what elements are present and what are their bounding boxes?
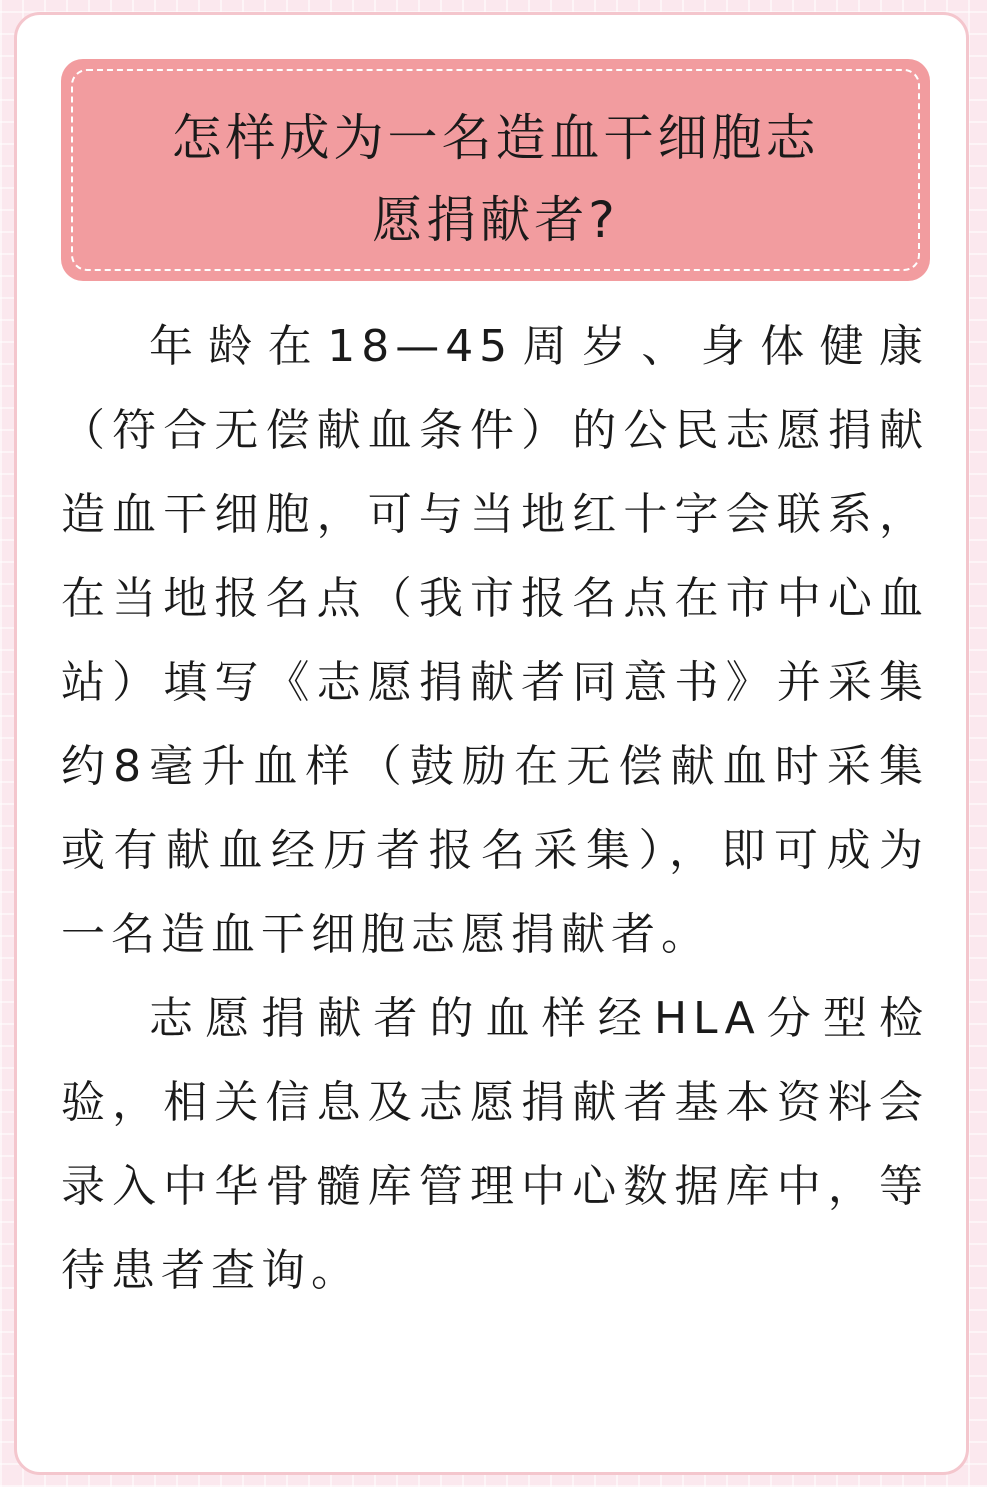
title-line-2: 愿捐献者? [372, 191, 619, 249]
page-title [61, 97, 930, 261]
title-banner [61, 59, 930, 281]
paragraph-1: 年龄在18—45周岁、身体健康（符合无偿献血条件）的公民志愿捐献造血干细胞，可与当地红十字会联系，在当地报名点（我市报名点在市中心血站）填写《志愿捐献者同意书》并采集约8毫升血样（鼓励在无偿献血时采集或有献血经历者报名采集），即可成为一名造血干细胞志愿捐献者。 [61, 321, 929, 960]
paragraph-2: 志愿捐献者的血样经HLA分型检验，相关信息及志愿捐献者基本资料会录入中华骨髓库管理中心数据库中，等待患者查询。 [61, 993, 929, 1296]
content-card [14, 12, 969, 1475]
article-body [61, 305, 929, 1313]
title-line-1: 怎样成为一名造血干细胞志 [171, 109, 820, 167]
